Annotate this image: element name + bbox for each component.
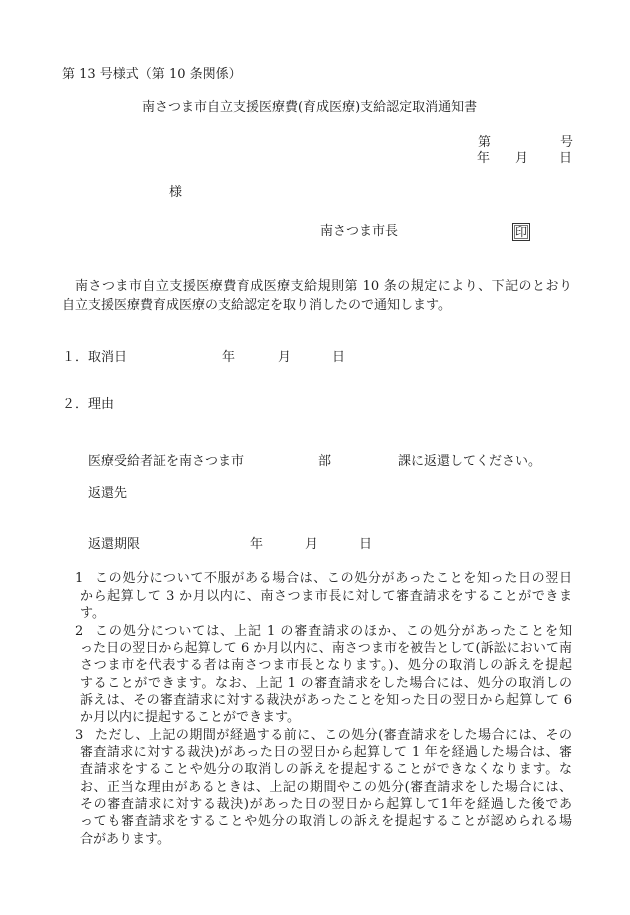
return-to-label: 返還先: [88, 486, 128, 501]
recipient-honorific: 様: [169, 185, 183, 200]
cancel-date-day: 日: [332, 350, 346, 365]
return-deadline-day: 日: [359, 537, 373, 552]
date-month: 月: [515, 151, 529, 166]
return-deadline-label: 返還期限: [88, 537, 141, 552]
note-line: その審査請求に対する裁決)があった日の翌日から起算して1年を経過した後であ: [80, 797, 572, 812]
cancel-date-label: １．取消日: [62, 350, 128, 365]
note-line: から起算して 3 か月以内に、南さつま市長に対して審査請求をすることができま: [80, 589, 572, 604]
note-line: っても審査請求をすることや処分の取消しの訴えを提起することが認められる場: [80, 814, 572, 829]
cancel-date-month: 月: [278, 350, 292, 365]
note-line: 合があります。: [80, 832, 170, 847]
return-instruction-dept: 部: [318, 454, 332, 469]
note-line: す。: [80, 606, 105, 621]
note-number: 2: [75, 624, 84, 639]
note-line: ただし、上記の期間が経過する前に、この処分(審査請求をした場合には、その: [95, 728, 572, 743]
note-line: さつま市を代表する者は南さつま市長となります。)、処分の取消しの訴えを提起: [80, 658, 572, 673]
note-line: 訴えは、その審査請求に対する裁決があったことを知った日の翌日から起算して 6: [80, 693, 572, 708]
cancel-date-year: 年: [222, 350, 236, 365]
doc-number-suffix: 号: [560, 135, 574, 150]
note-line: することができます。なお、上記 1 の審査請求をした場合には、処分の取消しの: [80, 676, 572, 691]
body-line: 南さつま市自立支援医療費育成医療支給規則第 10 条の規定により、下記のとおり: [75, 279, 572, 294]
return-deadline-year: 年: [250, 537, 264, 552]
reason-label: ２．理由: [62, 397, 115, 412]
note-line: か月以内に提起することができます。: [80, 710, 300, 725]
body-line: 自立支援医療費育成医療の支給認定を取り消したので通知します。: [62, 298, 451, 313]
doc-number-prefix: 第: [478, 135, 492, 150]
note-number: 1: [75, 571, 84, 586]
return-deadline-month: 月: [305, 537, 319, 552]
return-instruction-section: 課に返還してください。: [398, 454, 542, 469]
note-line: この処分について不服がある場合は、この処分があったことを知った日の翌日: [95, 571, 572, 586]
date-day: 日: [559, 151, 573, 166]
note-line: 査請求をすることや処分の取消しの訴えを提起することができなくなります。な: [80, 762, 572, 777]
sender-name: 南さつま市長: [320, 224, 399, 239]
seal-stamp: 印: [512, 223, 530, 241]
form-number: 第 13 号様式（第 10 条関係）: [62, 67, 242, 82]
date-year: 年: [477, 151, 491, 166]
note-number: 3: [75, 728, 84, 743]
return-instruction-prefix: 医療受給者証を南さつま市: [88, 454, 245, 469]
note-line: った日の翌日から起算して 6 か月以内に、南さつま市を被告として(訴訟において南: [80, 641, 572, 656]
document-title: 南さつま市自立支援医療費(育成医療)支給認定取消通知書: [142, 100, 478, 115]
note-line: 審査請求に対する裁決)があった日の翌日から起算して 1 年を経過した場合は、審: [80, 745, 572, 760]
note-line: この処分については、上記 1 の審査請求のほか、この処分があったことを知: [95, 624, 572, 639]
note-line: お、正当な理由があるときは、上記の期間やこの処分(審査請求をした場合には、: [80, 780, 572, 795]
